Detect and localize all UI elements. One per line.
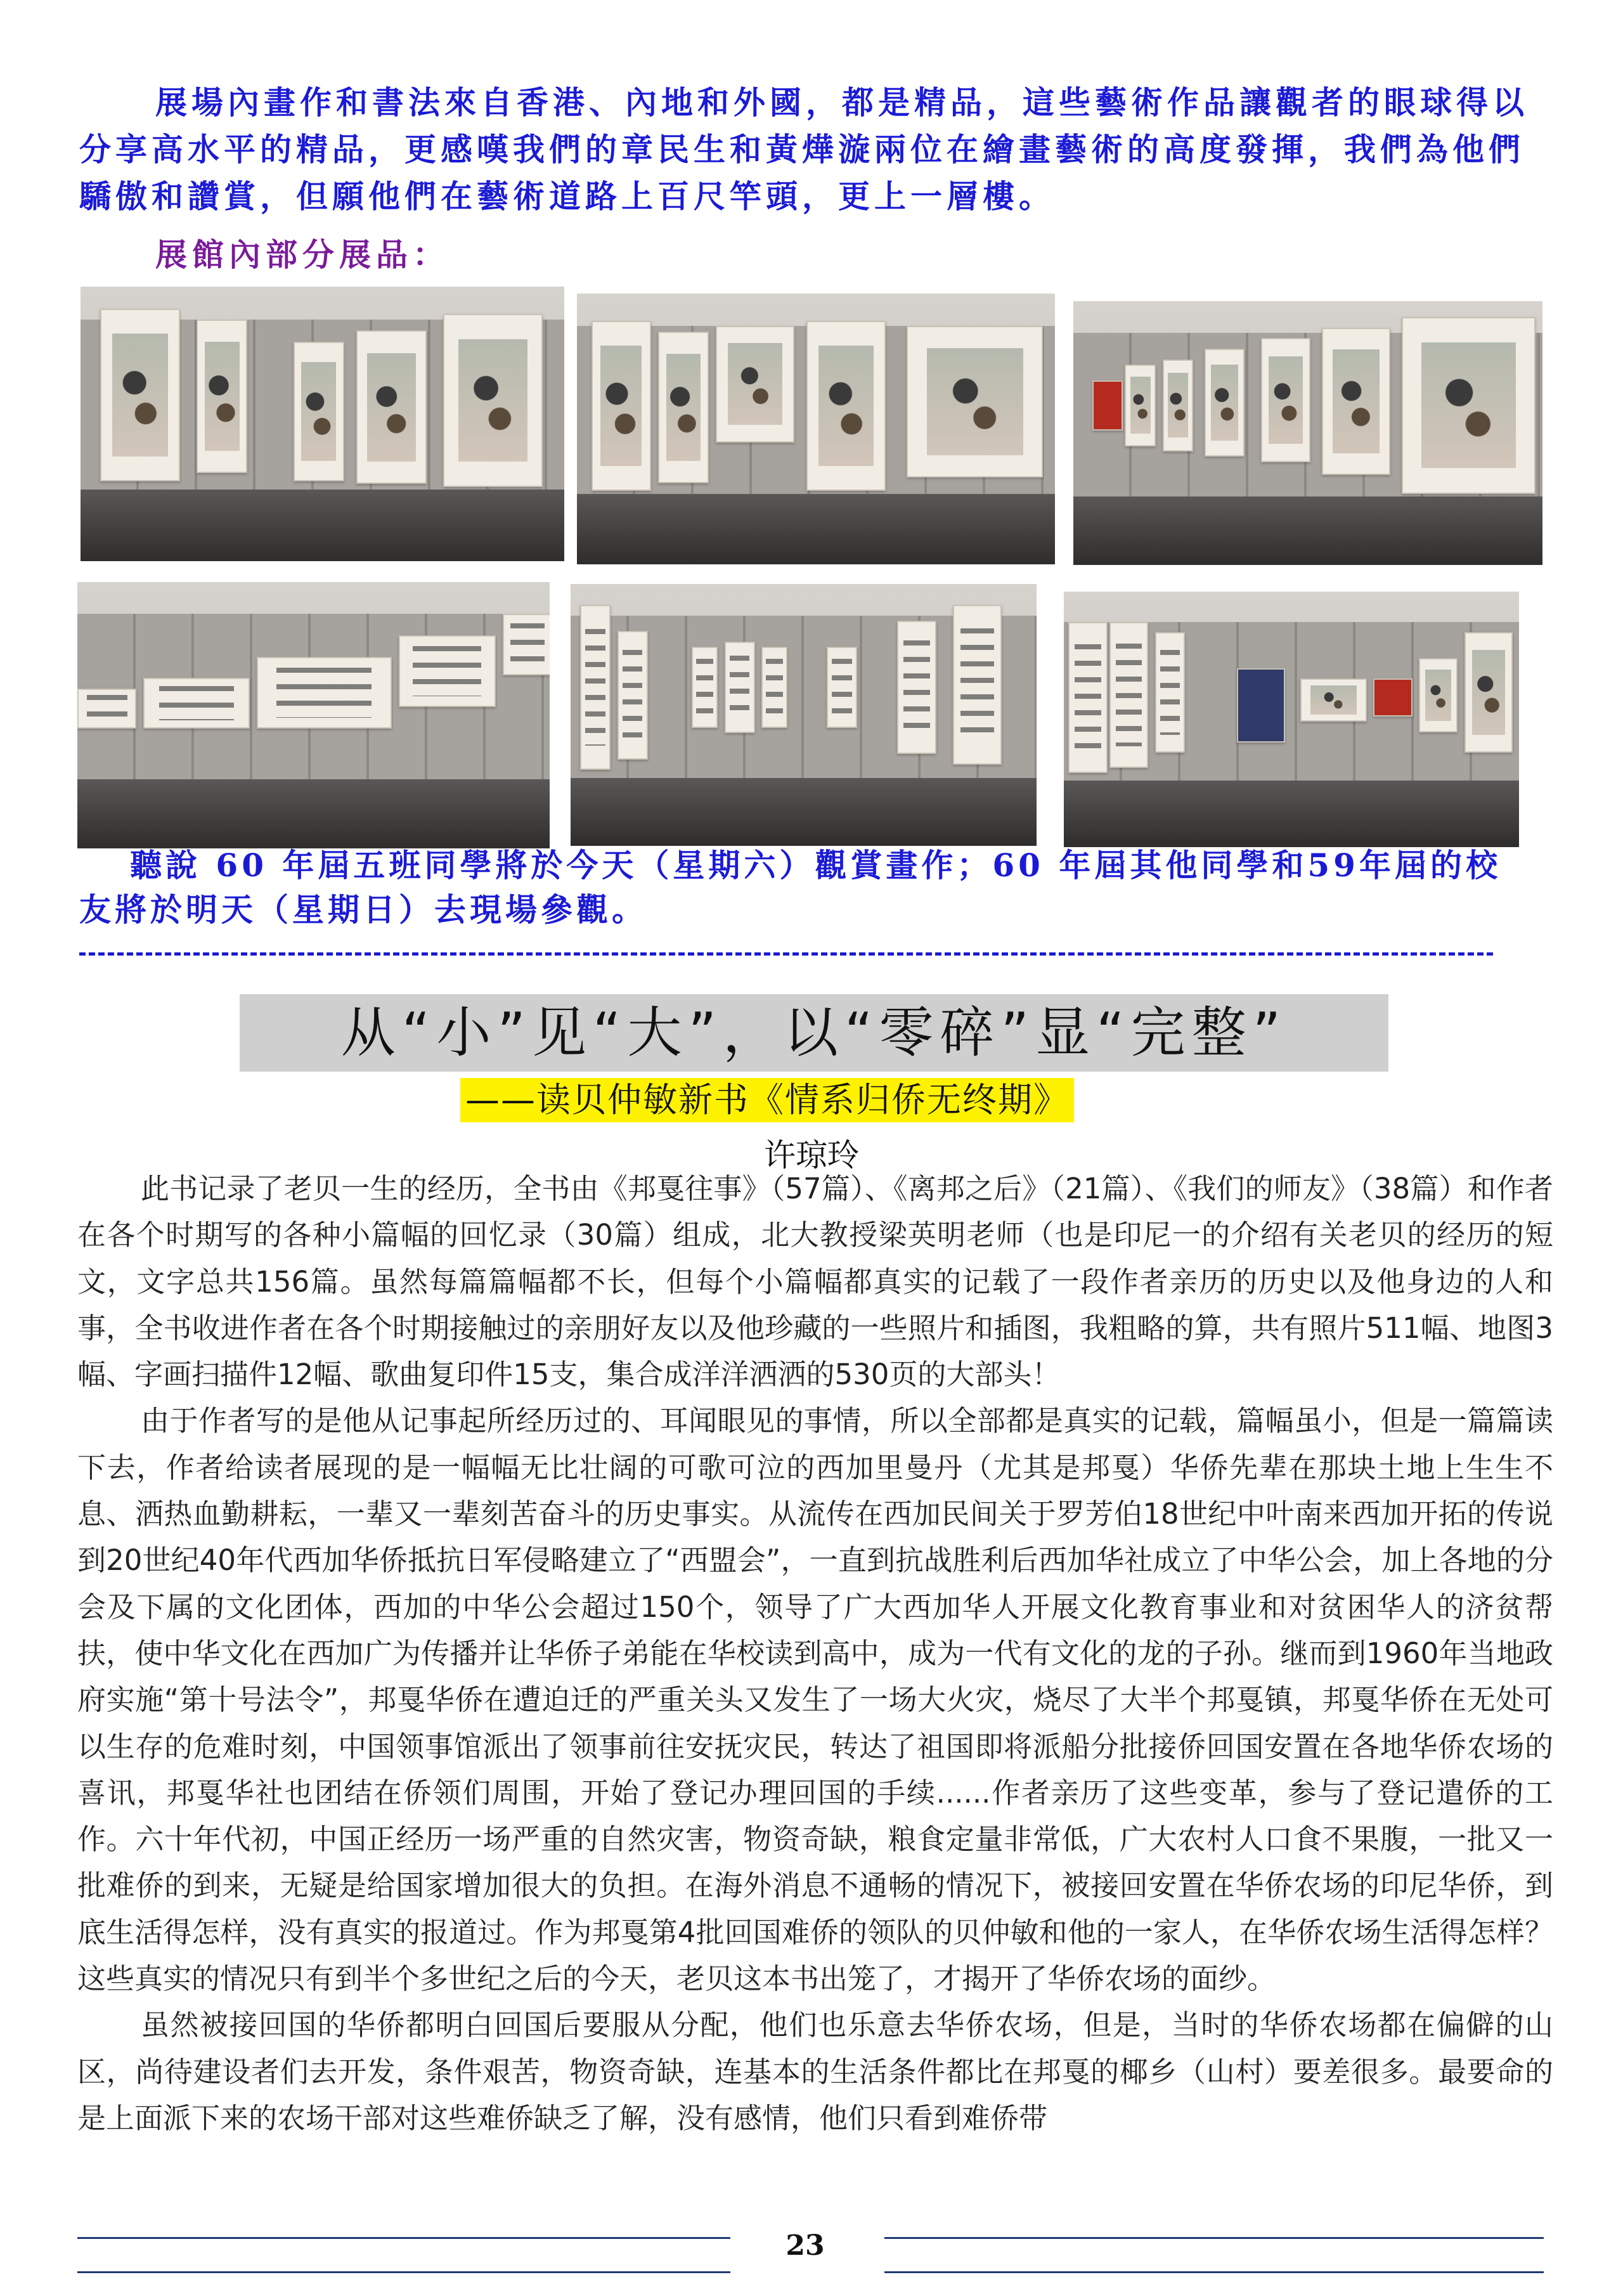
exhibition-photo-4 bbox=[77, 582, 550, 848]
article-title: 从“小”见“大”，以“零碎”显“完整” bbox=[240, 994, 1388, 1072]
article-paragraph: 由于作者写的是他从记事起所经历过的、耳闻眼见的事情，所以全部都是真实的记载，篇幅虽小，但是一篇篇读下去，作者给读者展现的是一幅幅无比壮阔的可歌可泣的西加里曼丹（尤其是邦戛）华侨先辈在那块土地上生生不息、洒热血勤耕耘，一辈又一辈刻苦奋斗的历史事实。从流传在西加民间关于罗芳伯18世纪中叶南来西加开拓的传说到20世纪40年代西加华侨抵抗日军侵略建立了“西盟会”，一直到抗战胜利后西加华社成立了中华公会，加上各地的分会及下属的文化团体，西加的中华公会超过150个，领导了广大西加华人开展文化教育事业和对贫困华人的济贫帮扶，使中华文化在西加广为传播并让华侨子弟能在华校读到高中，成为一代有文化的龙的子孙。继而到1960年当地政府实施“第十号法令”，邦戛华侨在遭迫迁的严重关头又发生了一场大火灾，烧尽了大半个邦戛镇，邦戛华侨在无处可以生存的危难时刻，中国领事馆派出了领事前往安抚灾民，转达了祖国即将派船分批接侨回国安置在各地华侨农场的喜讯，邦戛华社也团结在侨领们周围，开始了登记办理回国的手续......作者亲历了这些变革，参与了登记遣侨的工作。六十年代初，中国正经历一场严重的自然灾害，物资奇缺，粮食定量非常低，广大农村人口食不果腹，一批又一批难侨的到来，无疑是给国家增加很大的负担。在海外消息不通畅的情况下，被接回安置在华侨农场的印尼华侨，到底生活得怎样，没有真实的报道过。作为邦戛第4批回国难侨的领队的贝仲敏和他的一家人，在华侨农场生活得怎样？这些真实的情况只有到半个多世纪之后的今天，老贝这本书出笼了，才揭开了华侨农场的面纱。 bbox=[77, 1404, 1553, 1996]
exhibition-photo-2 bbox=[577, 294, 1055, 564]
exhibition-intro-paragraph: 展場內畫作和書法來自香港、內地和外國，都是精品，這些藝術作品讓觀者的眼球得以分享高水平的精品，更感嘆我們的章民生和黃燁漩兩位在繪畫藝術的高度發揮，我們為他們驕傲和讚賞，但願他們在藝術道路上百尺竿頭，更上一層樓。 bbox=[79, 84, 1529, 215]
article-author: 许琼玲 bbox=[764, 1137, 859, 1174]
footer-line-left-bottom bbox=[77, 2271, 730, 2273]
article-subtitle: ——读贝仲敏新书《情系归侨无终期》 bbox=[460, 1078, 1074, 1122]
exhibition-photo-3 bbox=[1073, 301, 1542, 565]
exhibition-photo-1 bbox=[81, 287, 564, 561]
exhibition-photo-5 bbox=[571, 584, 1037, 846]
footer-line-right-top bbox=[884, 2237, 1544, 2239]
visit-schedule-paragraph: 聽說 60 年屆五班同學將於今天（星期六）觀賞畫作；60 年屆其他同學和59年屆的校友將於明天（星期日）去現場參觀。 bbox=[79, 846, 1501, 928]
article-body bbox=[77, 1165, 1553, 2141]
exhibit-label: 展館內部分展品： bbox=[155, 236, 449, 273]
footer-line-left-top bbox=[77, 2237, 730, 2239]
article-paragraph: 虽然被接回国的华侨都明白回国后要服从分配，他们也乐意去华侨农场，但是，当时的华侨农场都在偏僻的山区，尚待建设者们去开发，条件艰苦，物资奇缺，连基本的生活条件都比在邦戛的椰乡（山村）要差很多。最要命的是上面派下来的农场干部对这些难侨缺乏了解，没有感情，他们只看到难侨带 bbox=[77, 2008, 1553, 2135]
article-paragraph: 此书记录了老贝一生的经历，全书由《邦戛往事》（57篇）、《离邦之后》（21篇）、《我们的师友》（38篇）和作者在各个时期写的各种小篇幅的回忆录（30篇）组成，北大教授梁英明老师（也是印尼一的介绍有关老贝的经历的短文，文字总共156篇。虽然每篇篇幅都不长，但每个小篇幅都真实的记载了一段作者亲历的历史以及他身边的人和事，全书收进作者在各个时期接触过的亲朋好友以及他珍藏的一些照片和插图，我粗略的算，共有照片511幅、地图3幅、字画扫描件12幅、歌曲复印件15支，集合成洋洋洒洒的530页的大部头！ bbox=[77, 1172, 1553, 1392]
footer-line-right-bottom bbox=[884, 2271, 1544, 2273]
dashed-divider bbox=[79, 952, 1493, 956]
page-number: 23 bbox=[786, 2229, 825, 2262]
exhibition-photo-6 bbox=[1064, 592, 1519, 847]
